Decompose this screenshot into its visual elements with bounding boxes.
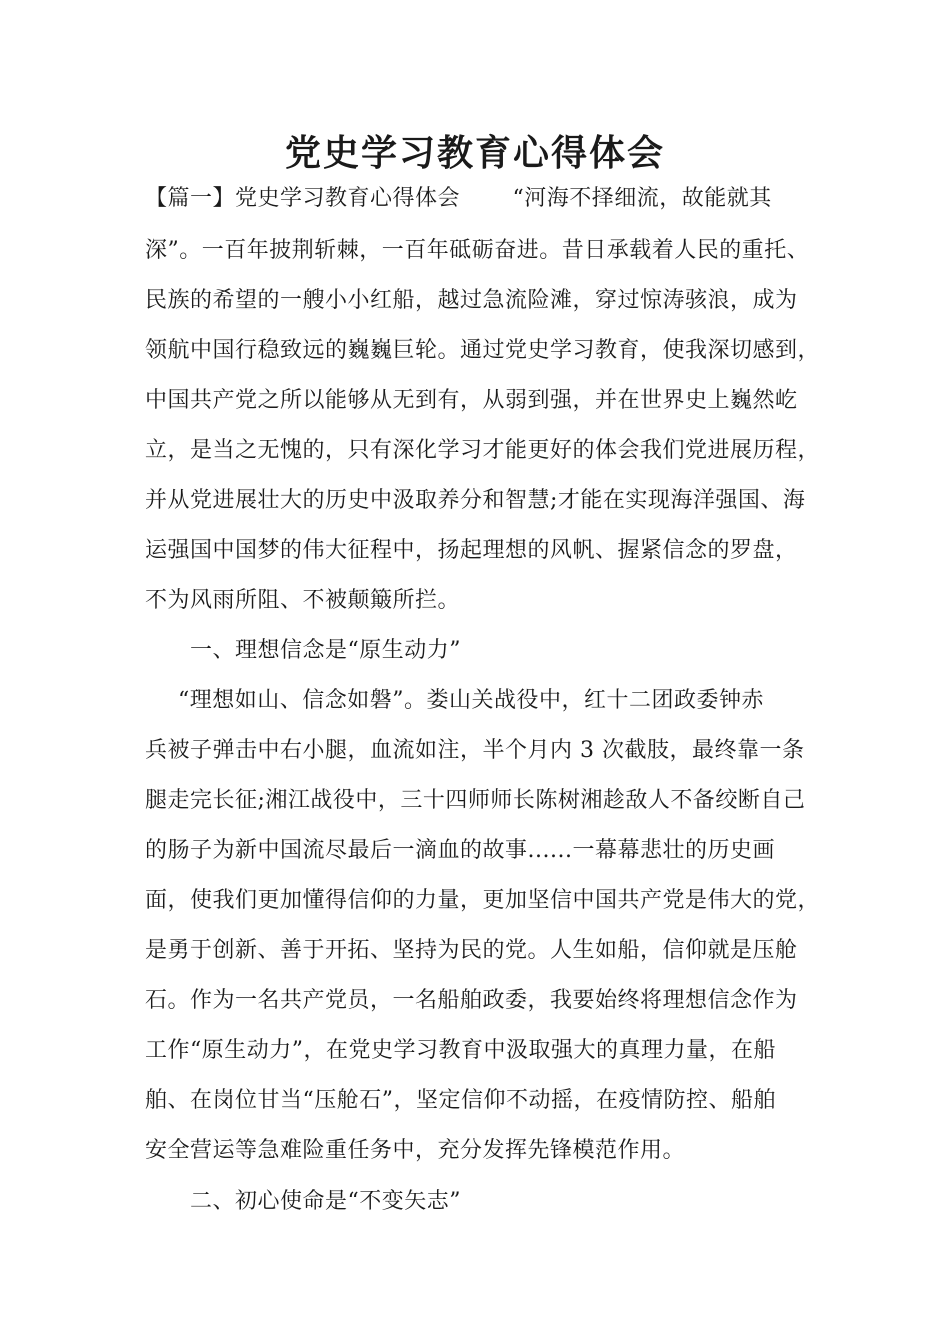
document-title: 党史学习教育心得体会 [284,133,665,174]
paragraph-line: 【篇一】党史学习教育心得体会 “河海不择细流，故能就其 [145,186,772,211]
paragraph-line: 深”。一百年披荆斩棘，一百年砥砺奋进。昔日承载着人民的重托、 [145,238,810,263]
paragraph-line: 领航中国行稳致远的巍巍巨轮。通过党史学习教育，使我深切感到， [145,338,821,363]
section-heading: 二、初心使命是“不变矢志” [190,1189,461,1214]
paragraph-line: 兵被子弹击中右小腿，血流如注，半个月内 3 次截肢，最终靠一条 [145,738,805,763]
paragraph-line: 腿走完长征;湘江战役中，三十四师师长陈树湘趁敌人不备绞断自己 [145,788,806,813]
paragraph-line: 不为风雨所阻、不被颠簸所拦。 [145,588,461,613]
paragraph-line: 工作“原生动力”，在党史学习教育中汲取强大的真理力量，在船 [145,1038,776,1063]
paragraph-line: 中国共产党之所以能够从无到有，从弱到强，并在世界史上巍然屹 [145,388,798,413]
paragraph-line: 的肠子为新中国流尽最后一滴血的故事......一幕幕悲壮的历史画 [145,838,775,863]
paragraph-line: 石。作为一名共产党员，一名船舶政委，我要始终将理想信念作为 [145,988,798,1013]
paragraph-line: 立，是当之无愧的，只有深化学习才能更好的体会我们党进展历程， [145,438,821,463]
paragraph-line: “理想如山、信念如磐”。娄山关战役中，红十二团政委钟赤 [178,688,764,713]
paragraph-line: 运强国中国梦的伟大征程中，扬起理想的风帆、握紧信念的罗盘， [145,538,798,563]
paragraph-line: 是勇于创新、善于开拓、坚持为民的党。人生如船，信仰就是压舱 [145,938,798,963]
paragraph-line: 民族的希望的一艘小小红船，越过急流险滩，穿过惊涛骇浪，成为 [145,288,798,313]
paragraph-line: 舶、在岗位甘当“压舱石”，坚定信仰不动摇，在疫情防控、船舶 [145,1088,776,1113]
paragraph-line: 并从党进展壮大的历史中汲取养分和智慧;才能在实现海洋强国、海 [145,488,806,513]
paragraph-line: 面，使我们更加懂得信仰的力量，更加坚信中国共产党是伟大的党， [145,888,821,913]
paragraph-line: 安全营运等急难险重任务中，充分发挥先锋模范作用。 [145,1138,686,1163]
section-heading: 一、理想信念是“原生动力” [190,638,461,663]
